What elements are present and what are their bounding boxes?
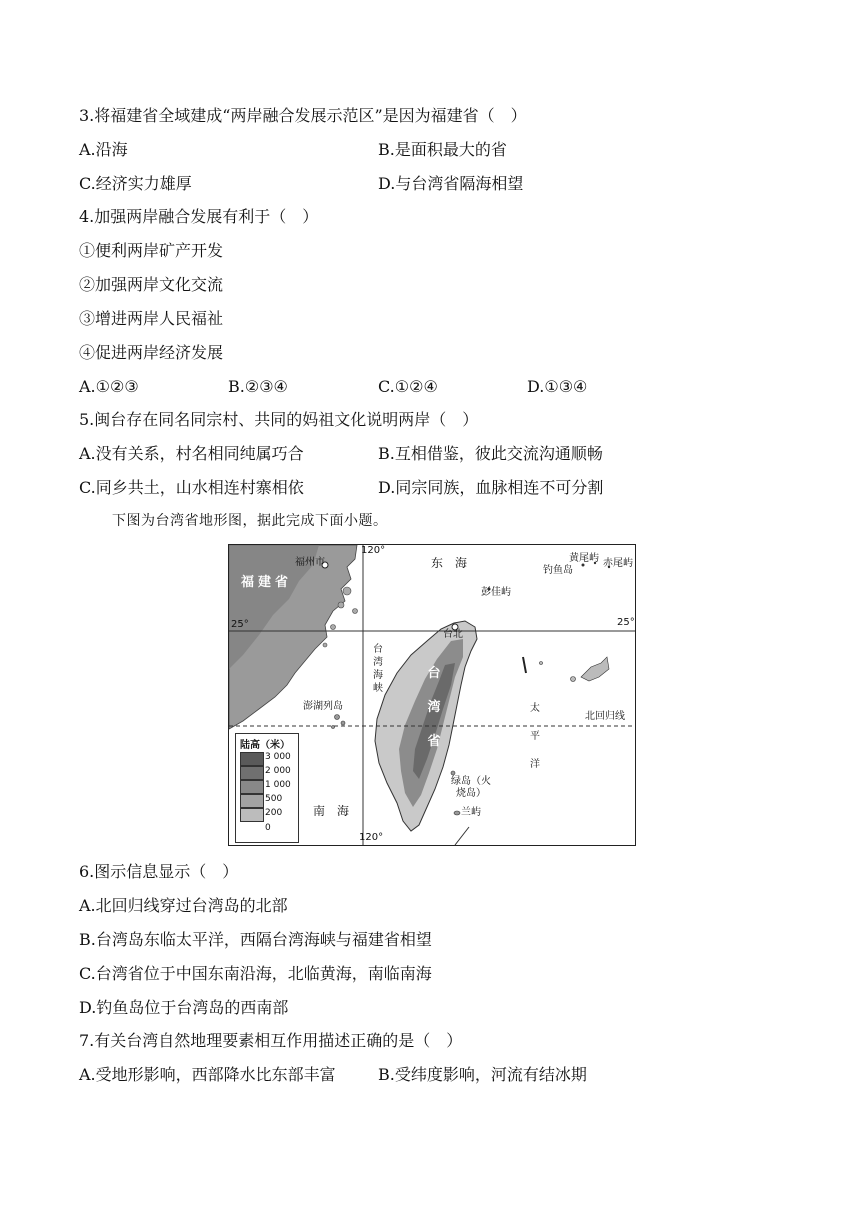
q6-option-b: B.台湾岛东临太平洋，西隔台湾海峡与福建省相望 bbox=[79, 930, 432, 949]
fujian-label: 福建省 bbox=[241, 575, 293, 590]
q5-option-b: B.互相借鉴，彼此交流沟通顺畅 bbox=[378, 444, 603, 463]
coastal-island bbox=[353, 609, 358, 614]
lvdao-label: 绿岛（火烧岛） bbox=[451, 776, 491, 799]
legend-level-0: 0 bbox=[265, 823, 271, 833]
q4-option-d: D.①③④ bbox=[527, 377, 588, 396]
ryukyu-island bbox=[540, 662, 543, 665]
lanyu-island bbox=[454, 811, 460, 815]
map-intro: 下图为台湾省地形图，据此完成下面小题。 bbox=[112, 513, 388, 529]
legend-swatch-500 bbox=[240, 794, 264, 808]
taibei-label: 台北 bbox=[443, 629, 463, 640]
coastal-island bbox=[323, 643, 327, 647]
legend-swatch-3000 bbox=[240, 752, 264, 766]
legend-level-1000: 1 000 bbox=[265, 780, 291, 790]
q7-option-b: B.受纬度影响，河流有结冰期 bbox=[378, 1065, 587, 1084]
q3-stem: 3.将福建省全域建成“两岸融合发展示范区”是因为福建省（ ） bbox=[79, 106, 527, 125]
q5-option-d: D.同宗同族，血脉相连不可分割 bbox=[378, 478, 604, 497]
legend-title: 陆高（米） bbox=[240, 740, 290, 751]
q3-option-a: A.沿海 bbox=[79, 140, 128, 159]
legend-level-500: 500 bbox=[265, 794, 283, 804]
lat-25-left-label: 25° bbox=[231, 619, 249, 630]
q5-stem: 5.闽台存在同名同宗村、共同的妈祖文化说明两岸（ ） bbox=[79, 410, 479, 429]
chiwei-label: 赤尾屿 bbox=[603, 558, 633, 569]
strait-label: 台湾海峡 bbox=[373, 644, 383, 694]
lat-25-right-label: 25° bbox=[617, 617, 635, 628]
map-border-tick bbox=[455, 827, 469, 845]
legend-level-2000: 2 000 bbox=[265, 766, 291, 776]
q3-option-d: D.与台湾省隔海相望 bbox=[378, 174, 524, 193]
diaoyu-label: 钓鱼岛 bbox=[543, 565, 573, 576]
taiwan-terrain-map bbox=[228, 544, 636, 846]
q6-option-d: D.钓鱼岛位于台湾岛的西南部 bbox=[79, 998, 289, 1017]
q5-option-c: C.同乡共土，山水相连村寨相依 bbox=[79, 478, 304, 497]
legend-swatch-200 bbox=[240, 808, 264, 822]
penghu-island bbox=[335, 715, 340, 720]
q4-item-1: ①便利两岸矿产开发 bbox=[79, 241, 224, 260]
elevation-legend bbox=[235, 733, 299, 843]
pacific-label: 太平洋 bbox=[530, 703, 540, 770]
q6-stem: 6.图示信息显示（ ） bbox=[79, 862, 239, 881]
legend-swatch-2000 bbox=[240, 766, 264, 780]
taiwan-province-label: 台湾省 bbox=[427, 666, 441, 749]
ryukyu-island bbox=[571, 677, 576, 682]
q3-option-b: B.是面积最大的省 bbox=[378, 140, 507, 159]
tropic-label: 北回归线 bbox=[585, 711, 625, 722]
legend-level-3000: 3 000 bbox=[265, 752, 291, 762]
q6-option-c: C.台湾省位于中国东南沿海，北临黄海，南临南海 bbox=[79, 964, 432, 983]
q4-option-a: A.①②③ bbox=[79, 377, 139, 396]
lvdao-island bbox=[451, 771, 455, 775]
lon-120-top-label: 120° bbox=[361, 545, 386, 556]
q4-option-c: C.①②④ bbox=[378, 377, 438, 396]
penghu-island bbox=[341, 721, 345, 725]
coastal-island bbox=[338, 602, 344, 608]
pengjia-label: 彭佳屿 bbox=[481, 587, 511, 598]
q4-item-3: ③增进两岸人民福祉 bbox=[79, 309, 224, 328]
q6-option-a: A.北回归线穿过台湾岛的北部 bbox=[79, 896, 288, 915]
south-sea-label: 南 海 bbox=[313, 804, 350, 818]
ryukyu-island bbox=[523, 657, 526, 673]
ryukyu-island bbox=[581, 657, 609, 681]
legend-level-200: 200 bbox=[265, 808, 283, 818]
q4-item-2: ②加强两岸文化交流 bbox=[79, 275, 224, 294]
q4-item-4: ④促进两岸经济发展 bbox=[79, 343, 224, 362]
coastal-island bbox=[343, 587, 351, 595]
q5-option-a: A.没有关系，村名相同纯属巧合 bbox=[79, 444, 304, 463]
q7-stem: 7.有关台湾自然地理要素相互作用描述正确的是（ ） bbox=[79, 1031, 463, 1050]
q4-option-b: B.②③④ bbox=[228, 377, 288, 396]
legend-swatch-1000 bbox=[240, 780, 264, 794]
lanyu-label: 兰屿 bbox=[461, 807, 481, 818]
penghu-label: 澎湖列岛 bbox=[303, 701, 343, 712]
coastal-island bbox=[331, 625, 336, 630]
fuzhou-label: 福州市 bbox=[295, 557, 325, 568]
q4-stem: 4.加强两岸融合发展有利于（ ） bbox=[79, 207, 319, 226]
q7-option-a: A.受地形影响，西部降水比东部丰富 bbox=[79, 1065, 336, 1084]
huangwei-label: 黄尾屿 bbox=[569, 553, 599, 564]
lon-120-bottom-label: 120° bbox=[359, 832, 384, 843]
east-sea-label: 东 海 bbox=[431, 556, 468, 570]
q3-option-c: C.经济实力雄厚 bbox=[79, 174, 192, 193]
